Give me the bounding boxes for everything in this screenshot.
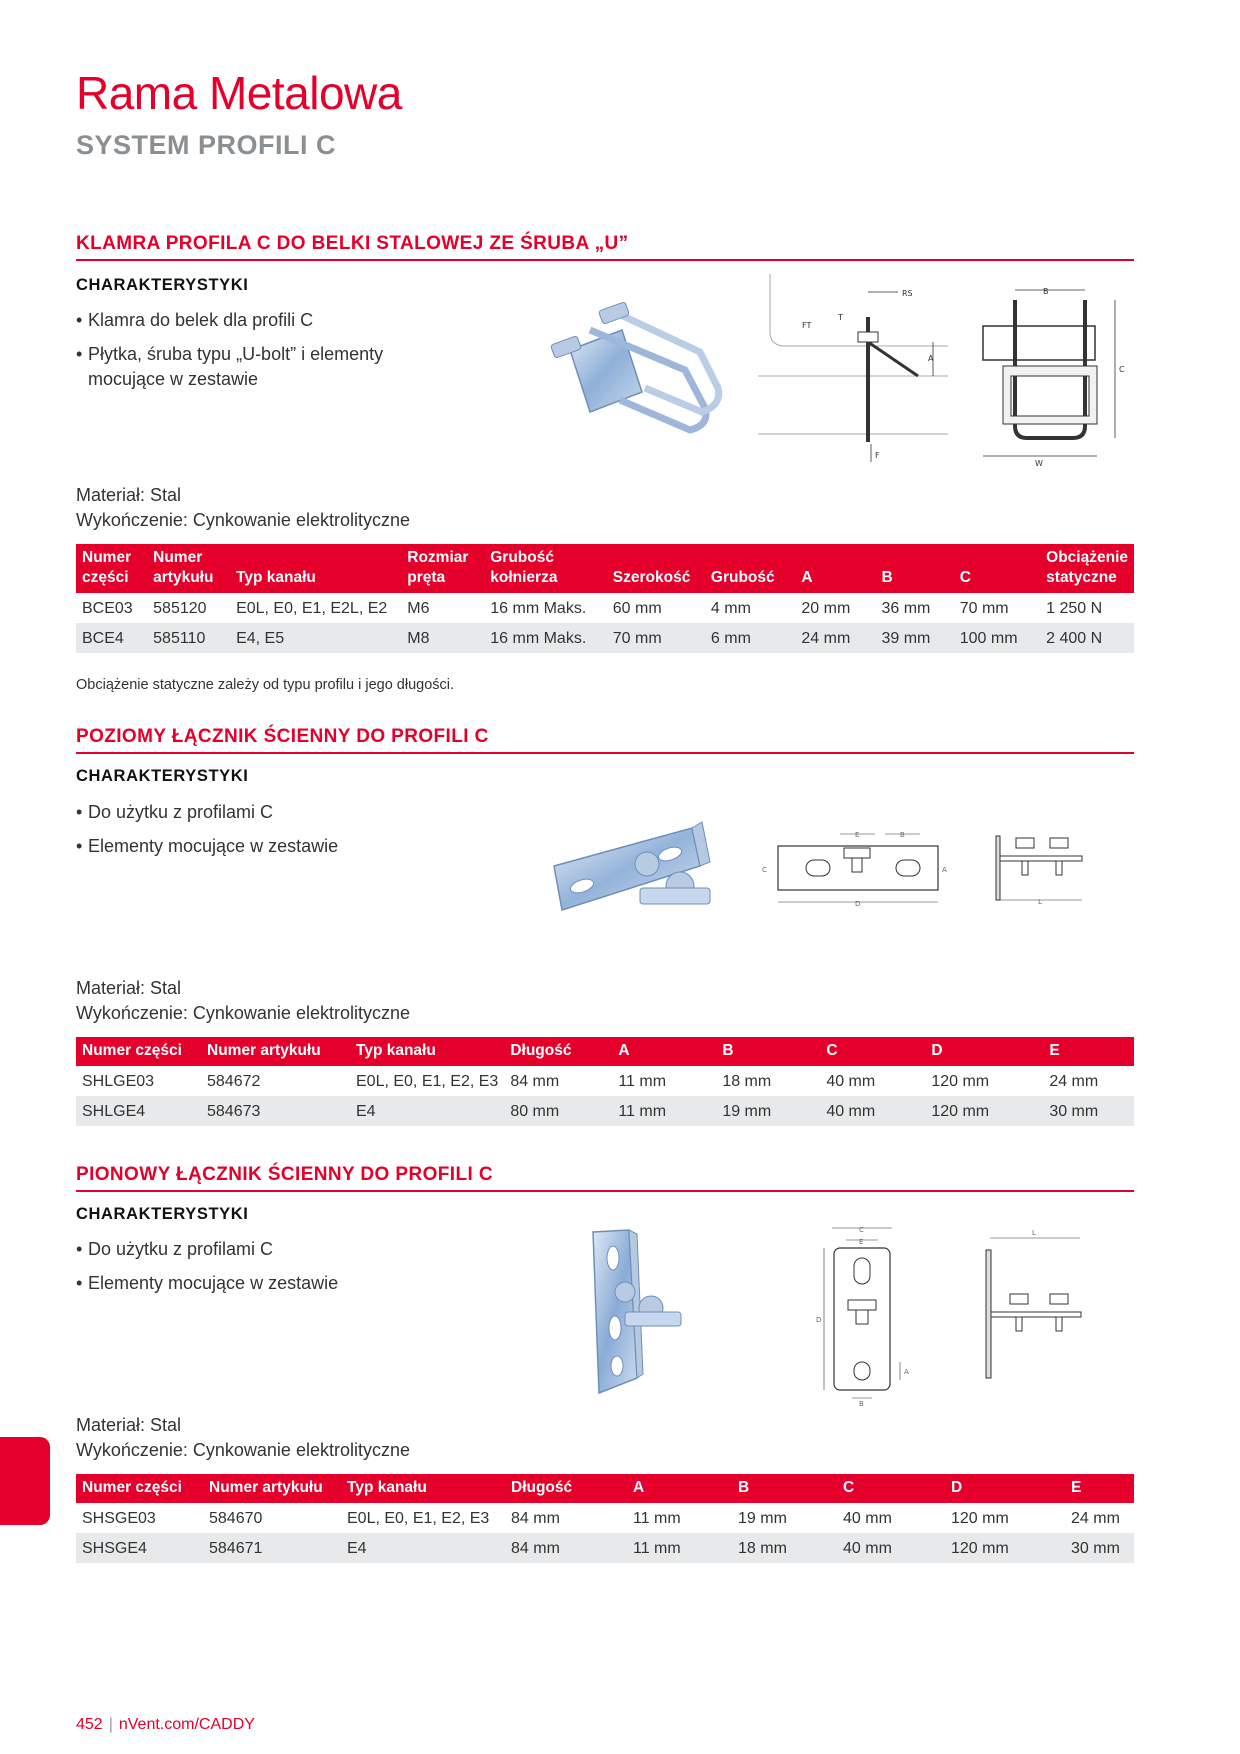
dim-label: C [762, 866, 767, 874]
table-cell: 70 mm [959, 599, 1009, 617]
column-header: B [875, 544, 953, 593]
horizontal-bracket-top-drawing [760, 820, 960, 915]
vertical-bracket-front-drawing [812, 1222, 922, 1407]
dim-label: C [1119, 365, 1125, 374]
feature-item: • Klamra do belek dla profili C [76, 308, 446, 333]
table-cell: 24 mm [1071, 1509, 1120, 1527]
dim-label: A [942, 866, 947, 874]
column-header: Długość [504, 1037, 612, 1066]
table-cell: 584671 [203, 1533, 341, 1563]
table-cell: 60 mm [612, 599, 662, 617]
table-cell: 120 mm [945, 1533, 1065, 1563]
dim-label: L [1038, 898, 1042, 906]
column-header: B [716, 1037, 820, 1066]
dim-label: B [900, 831, 905, 839]
column-header: Obciążenie statyczne [1040, 544, 1134, 593]
table-cell: 40 mm [837, 1533, 945, 1563]
dim-label: B [1043, 287, 1049, 296]
table-cell: 584672 [207, 1072, 261, 1090]
table-cell: 584673 [201, 1096, 350, 1126]
table-cell: E0L, E0, E1, E2, E3 [347, 1509, 490, 1527]
dim-label: A [928, 354, 934, 363]
table-header-row [76, 544, 1134, 593]
table-cell: 70 mm [607, 623, 705, 653]
dim-label: E [855, 831, 860, 839]
material-text: Materiał: Stal [76, 978, 182, 998]
dim-label: A [904, 1368, 909, 1376]
table-row [76, 623, 1134, 653]
column-header: B [732, 1474, 837, 1503]
table-cell: 11 mm [618, 1072, 667, 1090]
page-footer [76, 1716, 255, 1734]
table-cell: 585110 [147, 623, 230, 653]
column-header: D [945, 1474, 1065, 1503]
characteristics-heading: CHARAKTERYSTYKI [76, 1205, 249, 1223]
table-cell: 24 mm [1049, 1072, 1099, 1090]
column-header: Rozmiar pręta [401, 544, 484, 593]
table-cell: M8 [401, 623, 484, 653]
table-cell: 11 mm [627, 1533, 732, 1563]
features-list [76, 1237, 446, 1305]
table-cell: 18 mm [732, 1533, 837, 1563]
section-side-tab [0, 1437, 50, 1525]
vertical-bracket-photo [585, 1228, 695, 1398]
horizontal-bracket-side-drawing [990, 832, 1090, 912]
table-cell: 16 mm Maks. [484, 623, 607, 653]
table-cell: 20 mm [801, 599, 851, 617]
column-header: C [820, 1037, 925, 1066]
beam-clamp-side-drawing [758, 272, 948, 472]
table-cell: 30 mm [1043, 1096, 1134, 1126]
feature-item: • Do użytku z profilami C [76, 1237, 446, 1262]
dim-label: RS [902, 289, 913, 298]
feature-item: • Elementy mocujące w zestawie [76, 834, 446, 859]
table-cell: 1 250 N [1046, 599, 1103, 617]
table-row [76, 593, 1134, 623]
dim-label: B [859, 1400, 864, 1408]
section-title-vertical-bracket: PIONOWY ŁĄCZNIK ŚCIENNY DO PROFILI C [76, 1164, 1134, 1192]
characteristics-heading: CHARAKTERYSTYKI [76, 767, 249, 785]
column-header: Numer części [76, 1474, 203, 1503]
table-cell: 40 mm [820, 1096, 925, 1126]
beam-clamp-photo [550, 300, 740, 450]
table-cell: 11 mm [633, 1509, 681, 1527]
table-header-row [76, 1474, 1134, 1503]
table-row [76, 1096, 1134, 1126]
column-header: A [612, 1037, 716, 1066]
table-cell: 24 mm [795, 623, 875, 653]
vertical-bracket-side-drawing [980, 1228, 1090, 1388]
finish-text: Wykończenie: Cynkowanie elektrolityczne [76, 1003, 410, 1023]
page-number: 452 [76, 1716, 103, 1733]
table-cell: 84 mm [505, 1533, 627, 1563]
feature-item: • Płytka, śruba typu „U-bolt” i elementy mocujące w zestawie [76, 342, 446, 392]
table-cell: 100 mm [954, 623, 1040, 653]
column-header: Numer artykułu [201, 1037, 350, 1066]
table-cell: E0L, E0, E1, E2, E3 [356, 1072, 499, 1090]
column-header: C [837, 1474, 945, 1503]
table-cell: 2 400 N [1040, 623, 1134, 653]
table-cell: 84 mm [511, 1509, 560, 1527]
table-cell: 584670 [209, 1509, 263, 1527]
table-cell: SHLGE03 [82, 1072, 155, 1090]
column-header: Numer artykułu [203, 1474, 341, 1503]
material-text: Materiał: Stal [76, 1415, 182, 1435]
column-header: Numer części [76, 1037, 201, 1066]
page-title: Rama Metalowa [76, 67, 402, 119]
spec-table-beam-clamp [76, 544, 1134, 653]
section-title-beam-clamp: KLAMRA PROFILA C DO BELKI STALOWEJ ZE ŚRUBA „U” [76, 233, 1134, 261]
column-header: A [795, 544, 875, 593]
table-row [76, 1533, 1134, 1563]
footer-separator: | [108, 1716, 113, 1733]
table-cell: 16 mm Maks. [490, 599, 587, 617]
table-row [76, 1503, 1134, 1533]
table-cell: E4, E5 [230, 623, 401, 653]
dim-label: F [875, 451, 880, 460]
column-header: Typ kanału [230, 544, 401, 593]
column-header: Numer artykułu [147, 544, 230, 593]
table-cell: 120 mm [925, 1096, 1043, 1126]
table-cell: BCE4 [76, 623, 147, 653]
table-cell: E4 [341, 1533, 505, 1563]
table-cell: 11 mm [612, 1096, 716, 1126]
table-cell: 80 mm [504, 1096, 612, 1126]
table-cell: E0L, E0, E1, E2L, E2 [236, 599, 388, 617]
spec-table-vertical-bracket [76, 1474, 1134, 1563]
footer-site-link[interactable]: nVent.com/CADDY [118, 1716, 255, 1733]
table-cell: BCE03 [82, 599, 133, 617]
dim-label: D [816, 1316, 822, 1324]
column-header: D [925, 1037, 1043, 1066]
page-subtitle: SYSTEM PROFILI C [76, 130, 337, 160]
table-cell: 19 mm [716, 1096, 820, 1126]
table-cell: 18 mm [722, 1072, 772, 1090]
table-cell: 40 mm [826, 1072, 876, 1090]
table-row [76, 1066, 1134, 1096]
table-cell: E4 [350, 1096, 504, 1126]
dim-label: D [855, 900, 861, 908]
feature-item: • Elementy mocujące w zestawie [76, 1271, 446, 1296]
table-cell: 120 mm [951, 1509, 1009, 1527]
table-cell: 30 mm [1065, 1533, 1134, 1563]
column-header: E [1065, 1474, 1134, 1503]
material-text: Materiał: Stal [76, 485, 182, 505]
dim-label: E [859, 1238, 864, 1246]
static-load-note: Obciążenie statyczne zależy od typu profilu i jego długości. [76, 677, 455, 693]
table-cell: 6 mm [705, 623, 796, 653]
column-header: Długość [505, 1474, 627, 1503]
characteristics-heading: CHARAKTERYSTYKI [76, 276, 249, 294]
column-header: Numer części [76, 544, 147, 593]
features-list [76, 308, 446, 401]
table-cell: 36 mm [881, 599, 931, 617]
table-cell: 120 mm [931, 1072, 990, 1090]
dim-label: T [838, 313, 843, 322]
table-cell: SHSGE03 [82, 1509, 156, 1527]
table-header-row [76, 1037, 1134, 1066]
dim-label: W [1035, 459, 1043, 468]
table-cell: 585120 [153, 599, 207, 617]
table-cell: M6 [407, 599, 430, 617]
column-header: Szerokość [607, 544, 705, 593]
column-header: A [627, 1474, 732, 1503]
feature-item: • Do użytku z profilami C [76, 800, 446, 825]
column-header: Grubość [705, 544, 796, 593]
finish-text: Wykończenie: Cynkowanie elektrolityczne [76, 510, 410, 530]
column-header: E [1043, 1037, 1134, 1066]
spec-table-horizontal-bracket [76, 1037, 1134, 1126]
column-header: Typ kanału [341, 1474, 505, 1503]
horizontal-bracket-photo [552, 818, 727, 923]
features-list [76, 800, 446, 868]
table-cell: 84 mm [510, 1072, 560, 1090]
dim-label: C [859, 1226, 864, 1234]
section-title-horizontal-bracket: POZIOMY ŁĄCZNIK ŚCIENNY DO PROFILI C [76, 726, 1134, 754]
column-header: C [954, 544, 1040, 593]
table-cell: SHSGE4 [76, 1533, 203, 1563]
table-cell: 39 mm [875, 623, 953, 653]
beam-clamp-front-drawing [975, 286, 1125, 471]
table-cell: 4 mm [710, 599, 751, 617]
table-cell: 19 mm [738, 1509, 787, 1527]
table-cell: SHLGE4 [76, 1096, 201, 1126]
finish-text: Wykończenie: Cynkowanie elektrolityczne [76, 1440, 410, 1460]
column-header: Typ kanału [350, 1037, 504, 1066]
dim-label: L [1032, 1229, 1036, 1237]
dim-label: FT [802, 321, 812, 330]
column-header: Grubość kołnierza [484, 544, 607, 593]
table-cell: 40 mm [843, 1509, 892, 1527]
